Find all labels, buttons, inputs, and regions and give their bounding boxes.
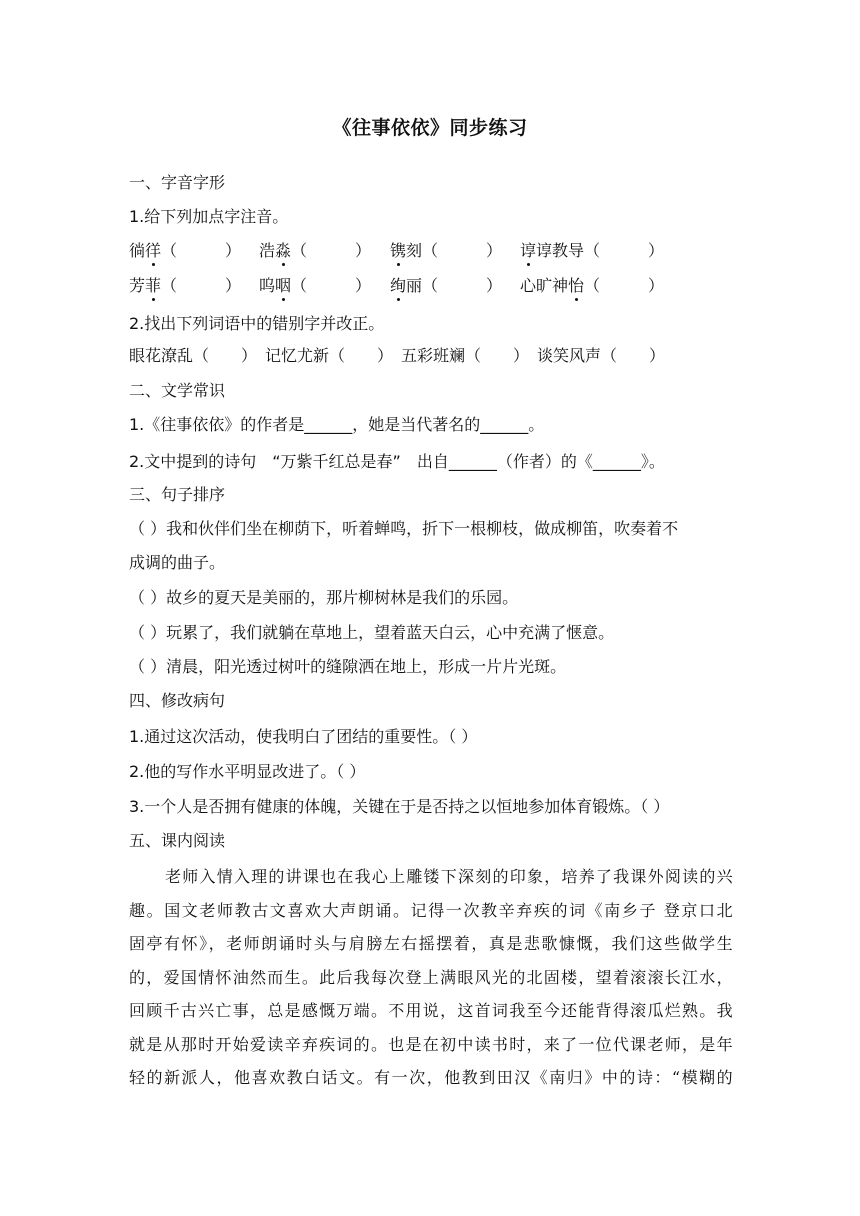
pinyin-item: 呜咽（ ）: [259, 276, 372, 295]
sentence-b: （ ）故乡的夏天是美丽的，那片柳树林是我们的乐园。: [129, 588, 519, 607]
passage-line: 趣。国文老师教古文喜欢大声朗诵。记得一次教辛弃疾的词《南乡子 登京口北: [129, 900, 733, 920]
sentence-d: （ ）清晨，阳光透过树叶的缝隙洒在地上，形成一片片光斑。: [129, 657, 567, 676]
pinyin-row-2: [129, 275, 749, 297]
section-heading-pronunciation: 一、字音字形: [129, 173, 226, 192]
pinyin-item: 谆谆教导（ ）: [520, 241, 665, 260]
section-heading-literature: 二、文学常识: [129, 381, 226, 400]
question-2-1: 1.《往事依依》的作者是______，她是当代著名的______。: [129, 415, 545, 434]
passage-line: 轻的新派人，他喜欢教白话文。有一次，他教到田汉《南归》中的诗：“模糊的: [129, 1068, 733, 1087]
pinyin-item: 徜徉（ ）: [129, 241, 242, 260]
question-4-2: 2.他的写作水平明显改进了。（ ）: [129, 762, 366, 781]
section-heading-sentence-order: 三、句子排序: [129, 485, 226, 504]
passage-line: 就是从那时开始爱读辛弃疾词的。也是在初中读书时，来了一位代课老师，是年: [129, 1034, 733, 1054]
question-4-1: 1.通过这次活动，使我明白了团结的重要性。（ ）: [129, 727, 478, 746]
question-1-2: 2.找出下列词语中的错别字并改正。: [129, 314, 385, 333]
passage-line: 回顾千古兴亡事，总是感慨万端。不用说，这首词我至今还能背得滚瓜烂熟。我: [129, 1001, 733, 1020]
question-4-3: 3.一个人是否拥有健康的体魄，关键在于是否持之以恒地参加体育锻炼。（ ）: [129, 797, 670, 816]
sentence-a-line-1: （ ）我和伙伴们坐在柳荫下，听着蝉鸣，折下一根柳枝，做成柳笛，吹奏着不: [129, 519, 679, 538]
sentence-a-line-2: 成调的曲子。: [129, 553, 226, 572]
question-1-1: 1.给下列加点字注音。: [129, 207, 289, 226]
pinyin-item: 芳菲（ ）: [129, 276, 242, 295]
reading-passage: [129, 860, 733, 1095]
passage-line: 的，爱国情怀油然而生。此后我每次登上满眼风光的北固楼，望着滚滚长江水，: [129, 967, 733, 987]
document-title: 《往事依依》同步练习: [332, 117, 528, 139]
pinyin-row-1: [129, 240, 749, 262]
pinyin-item: 绚丽（ ）: [390, 276, 503, 295]
section-heading-correct-sentences: 四、修改病句: [129, 691, 226, 710]
pinyin-item: 浩淼（ ）: [259, 241, 372, 260]
sentence-c: （ ）玩累了，我们就躺在草地上，望着蓝天白云，心中充满了惬意。: [129, 623, 615, 642]
pinyin-item: 心旷神怡（ ）: [520, 276, 665, 295]
typo-words-row: 眼花潦乱（ ） 记忆尤新（ ） 五彩班斓（ ） 谈笑风声（ ）: [129, 346, 666, 365]
pinyin-item: 镌刻（ ）: [390, 241, 503, 260]
passage-line: 老师入情入理的讲课也在我心上雕镂下深刻的印象，培养了我课外阅读的兴: [165, 867, 733, 886]
question-2-2: 2.文中提到的诗句 “万紫千红总是春” 出自______（作者）的《______》。: [129, 452, 665, 471]
passage-line: 固亭有怀》，老师朗诵时头与肩膀左右摇摆着，真是悲歌慷慨，我们这些做学生: [129, 934, 733, 953]
section-heading-reading: 五、课内阅读: [129, 831, 226, 850]
